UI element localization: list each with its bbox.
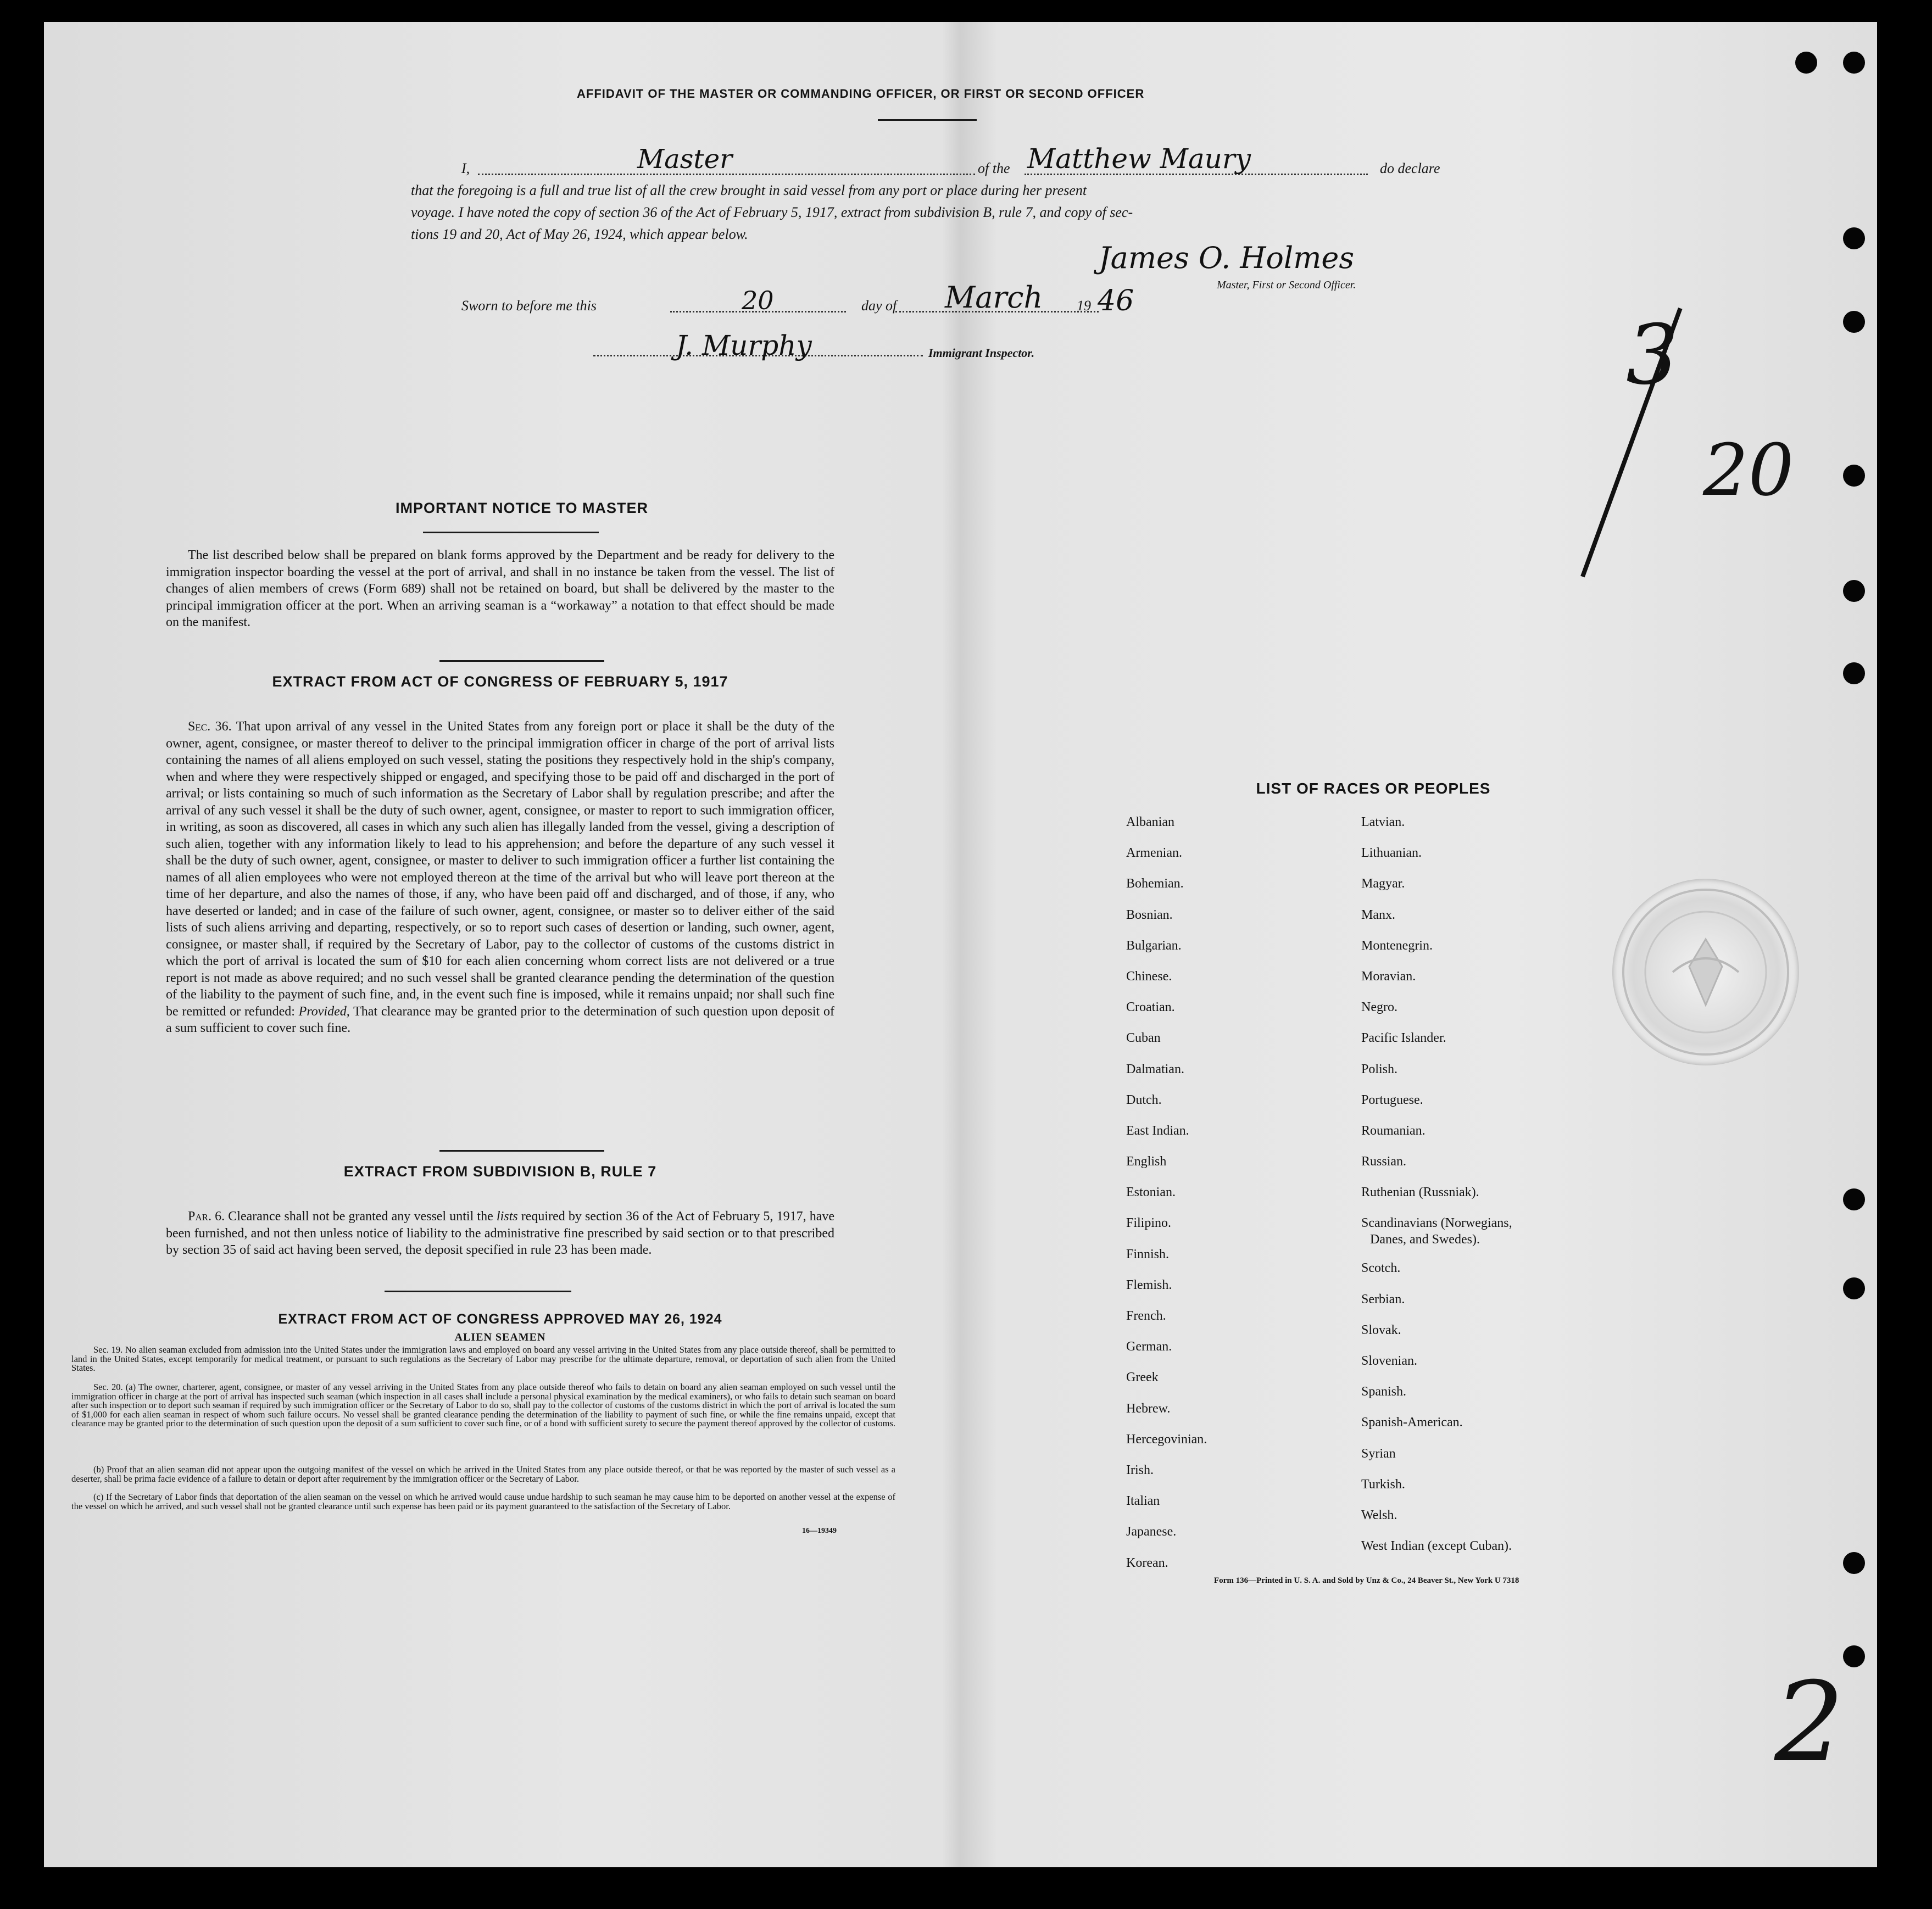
race-item: Manx. <box>1361 907 1395 922</box>
race-item: Dalmatian. <box>1126 1062 1184 1076</box>
sworn-day-of: day of <box>861 298 897 314</box>
race-item: Slovak. <box>1361 1322 1401 1337</box>
fraction-numerator: 3 <box>1626 308 1679 403</box>
race-item: Lithuanian. <box>1361 846 1422 861</box>
race-item: Spanish. <box>1361 1385 1407 1399</box>
race-item: English <box>1126 1154 1167 1169</box>
affidavit-line-3: voyage. I have noted the copy of section 36 of the Act of February 5, 1917, extract from subdivision B, rule 7, and copy of sec- <box>411 204 1133 220</box>
inspector-signature: J. Murphy <box>676 330 812 361</box>
race-item: Albanian <box>1126 815 1174 829</box>
race-item: East Indian. <box>1126 1123 1189 1138</box>
race-item: Greek <box>1126 1370 1159 1385</box>
affidavit-declare: do declare <box>1380 160 1440 176</box>
extract-1924-top-rule <box>385 1291 571 1292</box>
races-title: LIST OF RACES OR PEOPLES <box>1256 780 1491 797</box>
race-item: Latvian. <box>1361 815 1405 829</box>
extract-1924-sec20c: (c) If the Secretary of Labor finds that deportation of the alien seaman on the vessel on which he arrived would cause undue hardship to such seaman he may cause him to be deported on another vessel at the expense of the vessel on which he arrived, and such vessel shall not be granted clearance until such expense has been paid or its payment guaranteed to the satisfaction of the Secretary of Labor. <box>71 1492 895 1511</box>
punch-hole-icon <box>1843 1277 1865 1299</box>
race-item: Magyar. <box>1361 877 1405 891</box>
rule7-title: EXTRACT FROM SUBDIVISION B, RULE 7 <box>343 1163 657 1180</box>
race-item: Turkish. <box>1361 1477 1405 1492</box>
race-item: Portuguese. <box>1361 1092 1423 1107</box>
rule7-text-a: Clearance shall not be granted any vessel until the <box>228 1209 493 1224</box>
rule7-par-label: Par. 6. <box>188 1209 225 1224</box>
punch-hole-icon <box>1843 311 1865 333</box>
sworn-year-handwritten: 46 <box>1098 284 1134 317</box>
race-item: Bosnian. <box>1126 907 1173 922</box>
extract-1924-title: EXTRACT FROM ACT OF CONGRESS APPROVED MAY 26, 1924 <box>278 1311 722 1327</box>
race-item: Estonian. <box>1126 1185 1176 1200</box>
rule7-text-b: required by section 36 of the Act of February 5, 1917, have been furnished, and not then unless notice of liability to the administrative fine prescribed by said section or to that prescribed by section 35 of said act having been served, the deposit specified in rule 23 has been made. <box>166 1209 835 1257</box>
extract-1924-form-code: 16—19349 <box>802 1527 837 1535</box>
printer-footer: Form 136—Printed in U. S. A. and Sold by Unz & Co., 24 Beaver St., New York U 7318 <box>1214 1576 1519 1585</box>
affidavit-vessel-handwritten: Matthew Maury <box>1027 143 1251 175</box>
race-item: Danes, and Swedes). <box>1370 1232 1480 1247</box>
sworn-month-handwritten: March <box>945 280 1043 315</box>
rule7-top-rule <box>439 1150 604 1152</box>
notice-title: IMPORTANT NOTICE TO MASTER <box>396 500 648 516</box>
notice-body: The list described below shall be prepared on blank forms approved by the Department and be ready for delivery to the immigration inspector boarding the vessel at the port of arrival, and shall in no instance be taken from the vessel. The list of changes of alien members of crews (Form 689) shall not be retained on board, but shall be delivered by the master to the principal immigration officer at the port. When an arriving seaman is a “workaway” a notation to that effect should be made on the manifest. <box>166 548 834 629</box>
extract-1917-sec-label: Sec. 36. <box>188 719 232 734</box>
punch-hole-icon <box>1843 1188 1865 1210</box>
fraction-denominator: 20 <box>1703 428 1794 512</box>
race-item: Filipino. <box>1126 1216 1172 1231</box>
punch-hole-icon <box>1843 662 1865 684</box>
race-item: German. <box>1126 1339 1172 1354</box>
sworn-day-handwritten: 20 <box>742 286 774 315</box>
punch-hole-icon <box>1843 465 1865 487</box>
extract-1917-provided: Provided, <box>298 1004 350 1019</box>
master-signature-caption: Master, First or Second Officer. <box>1217 279 1356 291</box>
race-item: French. <box>1126 1309 1166 1323</box>
race-item: Russian. <box>1361 1154 1407 1169</box>
extract-1924-sec20b: (b) Proof that an alien seaman did not appear upon the outgoing manifest of the vessel on which he arrived in the United States from any place outside thereof, or that he was reported by the master of such vessel as a deserter, shall be prima facie evidence of a failure to detain or deport after requirement by the immigration officer or the Secretary of Labor. <box>71 1464 895 1484</box>
races-left-column <box>1126 815 1207 1587</box>
punch-hole-icon <box>1843 52 1865 74</box>
punch-hole-icon <box>1843 580 1865 602</box>
race-item: Roumanian. <box>1361 1123 1426 1138</box>
race-item: Pacific Islander. <box>1361 1031 1446 1046</box>
affidavit-line-2: that the foregoing is a full and true list of all the crew brought in said vessel from any port or place during her present <box>411 182 1087 198</box>
race-item: Serbian. <box>1361 1292 1405 1307</box>
races-right-column <box>1361 815 1512 1570</box>
race-item: Flemish. <box>1126 1277 1172 1292</box>
punch-hole-icon <box>1795 52 1817 74</box>
race-item: Moravian. <box>1361 969 1416 984</box>
punch-hole-icon <box>1843 227 1865 249</box>
race-item: Syrian <box>1361 1446 1396 1461</box>
extract-1917-text-end: That clearance may be granted prior to the determination of such question upon deposit of a sum sufficient to cover such fine. <box>166 1004 834 1035</box>
rule7-lists-word: lists <box>496 1209 518 1224</box>
race-item: Bohemian. <box>1126 877 1184 891</box>
extract-1917-title: EXTRACT FROM ACT OF CONGRESS OF FEBRUARY 5, 1917 <box>272 673 728 690</box>
race-item: Korean. <box>1126 1555 1168 1570</box>
race-item: Armenian. <box>1126 846 1182 861</box>
affidavit-of-the: of the <box>978 160 1010 176</box>
race-item: Welsh. <box>1361 1508 1398 1522</box>
race-item: Ruthenian (Russniak). <box>1361 1185 1479 1200</box>
extract-1917-text: That upon arrival of any vessel in the United States from any foreign port or place it shall be the duty of the owner, agent, consignee, or master thereof to deliver to the principal immigration officer in charge of the port of arrival lists containing the names of all aliens employed on such vessel, stating the positions they respectively hold in the ship's company, when and where they were respectively shipped or engaged, and specifying those to be paid off and discharged in the port of arrival; or lists containing so much of such information as the Secretary of Labor shall by regulation prescribe; and after the arrival of any such vessel it shall be the duty of such owner, agent, consignee, or master to report to such immigration officer, in writing, as soon as discovered, all cases in which any such alien has illegally landed from the vessel, giving a description of such alien, together with any information likely to lead to his apprehension; and before the departure of any such vessel it shall be the duty of such owner, agent, consignee, or master to deliver to such immigration officer a further list containing the names of all alien employees who were not employed thereon at the time of the arrival but who will leave port thereon at the time of her departure, and also the names of those, if any, who have been paid off and discharged, and of those, if any, who have deserted or landed; and in case of the failure of such owner, agent, consignee, or master so to deliver either of the said lists of such aliens arriving and departing, respectively, or so to report such cases of desertion or landing, such owner, agent, consignee, or master shall, if required by the Secretary of Labor, pay to the collector of customs of the customs district in which the port of arrival is located the sum of $10 for each alien concerning whom correct lists are not delivered or a true report is not made as above required; and no such vessel shall be granted clearance pending the determination of the question of the liability to the payment of such fine, and, in the event such fine is imposed, while it remains unpaid; nor shall such fine be remitted or refunded: <box>166 719 834 1019</box>
race-item: Hebrew. <box>1126 1401 1171 1416</box>
affidavit-i: I, <box>461 160 470 176</box>
extract-1924-sec20a: Sec. 20. (a) The owner, charterer, agent, consignee, or master of any vessel arriving in the United States from any place outside thereof who fails to detain on board any alien seaman employed on such vessel until the immigration officer in charge at the port of arrival has inspected such seaman (which inspection in all cases shall include a personal physical examination by the medical examiners), or who fails to detain such seaman on board after such inspection or to deport such seaman if required by such immigration officer or the Secretary of Labor to do so, shall pay to the collector of customs of the customs district in which the port of arrival is located the sum of $1,000 for each alien seaman in respect of whom such failure occurs. No vessel shall be granted clearance pending the determination of the liability to payment of such fine, or while the fine remains unpaid, except that clearance may be granted prior to the determination of such question upon the deposit of a sum sufficient to cover such fine, or of a bond with sufficient surety to secure the payment thereof approved by the collector of customs. <box>71 1382 895 1428</box>
race-item: Chinese. <box>1126 969 1172 984</box>
race-item: Polish. <box>1361 1062 1398 1076</box>
extract-1924-sec19: Sec. 19. No alien seaman excluded from admission into the United States under the immigration laws and employed on board any vessel arriving in the United States from any place outside thereof, shall be permitted to land in the United States, except temporarily for medical treatment, or pursuant to such regulations as the Secretary of Labor may prescribe for the ultimate departure, removal, or deportation of such alien from the United States. <box>71 1344 895 1373</box>
race-item: West Indian (except Cuban). <box>1361 1539 1512 1554</box>
rule7-body <box>166 1208 834 1259</box>
inspector-caption: Immigrant Inspector. <box>928 346 1035 360</box>
sworn-year-prefix: 19 <box>1077 298 1091 314</box>
affidavit-title: AFFIDAVIT OF THE MASTER OR COMMANDING OFFICER, OR FIRST OR SECOND OFFICER <box>577 87 1145 101</box>
race-item: Irish. <box>1126 1463 1154 1477</box>
race-item: Slovenian. <box>1361 1354 1417 1368</box>
page-number-handwritten: 2 <box>1774 1659 1845 1787</box>
race-item: Japanese. <box>1126 1525 1177 1539</box>
race-item: Finnish. <box>1126 1247 1170 1261</box>
embossed-seal-icon <box>1612 879 1799 1065</box>
race-item: Hercegovinian. <box>1126 1432 1207 1447</box>
extract-1917-top-rule <box>439 660 604 662</box>
race-item: Negro. <box>1361 1000 1398 1015</box>
race-item: Dutch. <box>1126 1092 1162 1107</box>
notice-rule <box>423 532 599 533</box>
affidavit-name-handwritten: Master <box>637 144 733 175</box>
affidavit-line-4: tions 19 and 20, Act of May 26, 1924, which appear below. <box>411 226 748 242</box>
race-item: Spanish-American. <box>1361 1415 1463 1430</box>
sworn-prefix: Sworn to before me this <box>461 298 597 314</box>
master-signature: James O. Holmes <box>1099 241 1355 275</box>
race-item: Cuban <box>1126 1031 1161 1046</box>
race-item: Bulgarian. <box>1126 938 1182 953</box>
punch-hole-icon <box>1843 1645 1865 1667</box>
affidavit-rule <box>878 119 977 121</box>
punch-hole-icon <box>1843 1552 1865 1574</box>
race-item: Montenegrin. <box>1361 938 1433 953</box>
manifest-page <box>44 22 1877 1867</box>
race-item: Italian <box>1126 1494 1160 1509</box>
race-item: Croatian. <box>1126 1000 1175 1015</box>
extract-1924-subtitle: ALIEN SEAMEN <box>454 1331 546 1343</box>
extract-1917-body <box>166 718 834 1037</box>
race-item: Scotch. <box>1361 1261 1401 1276</box>
race-item: Scandinavians (Norwegians, <box>1361 1216 1512 1231</box>
